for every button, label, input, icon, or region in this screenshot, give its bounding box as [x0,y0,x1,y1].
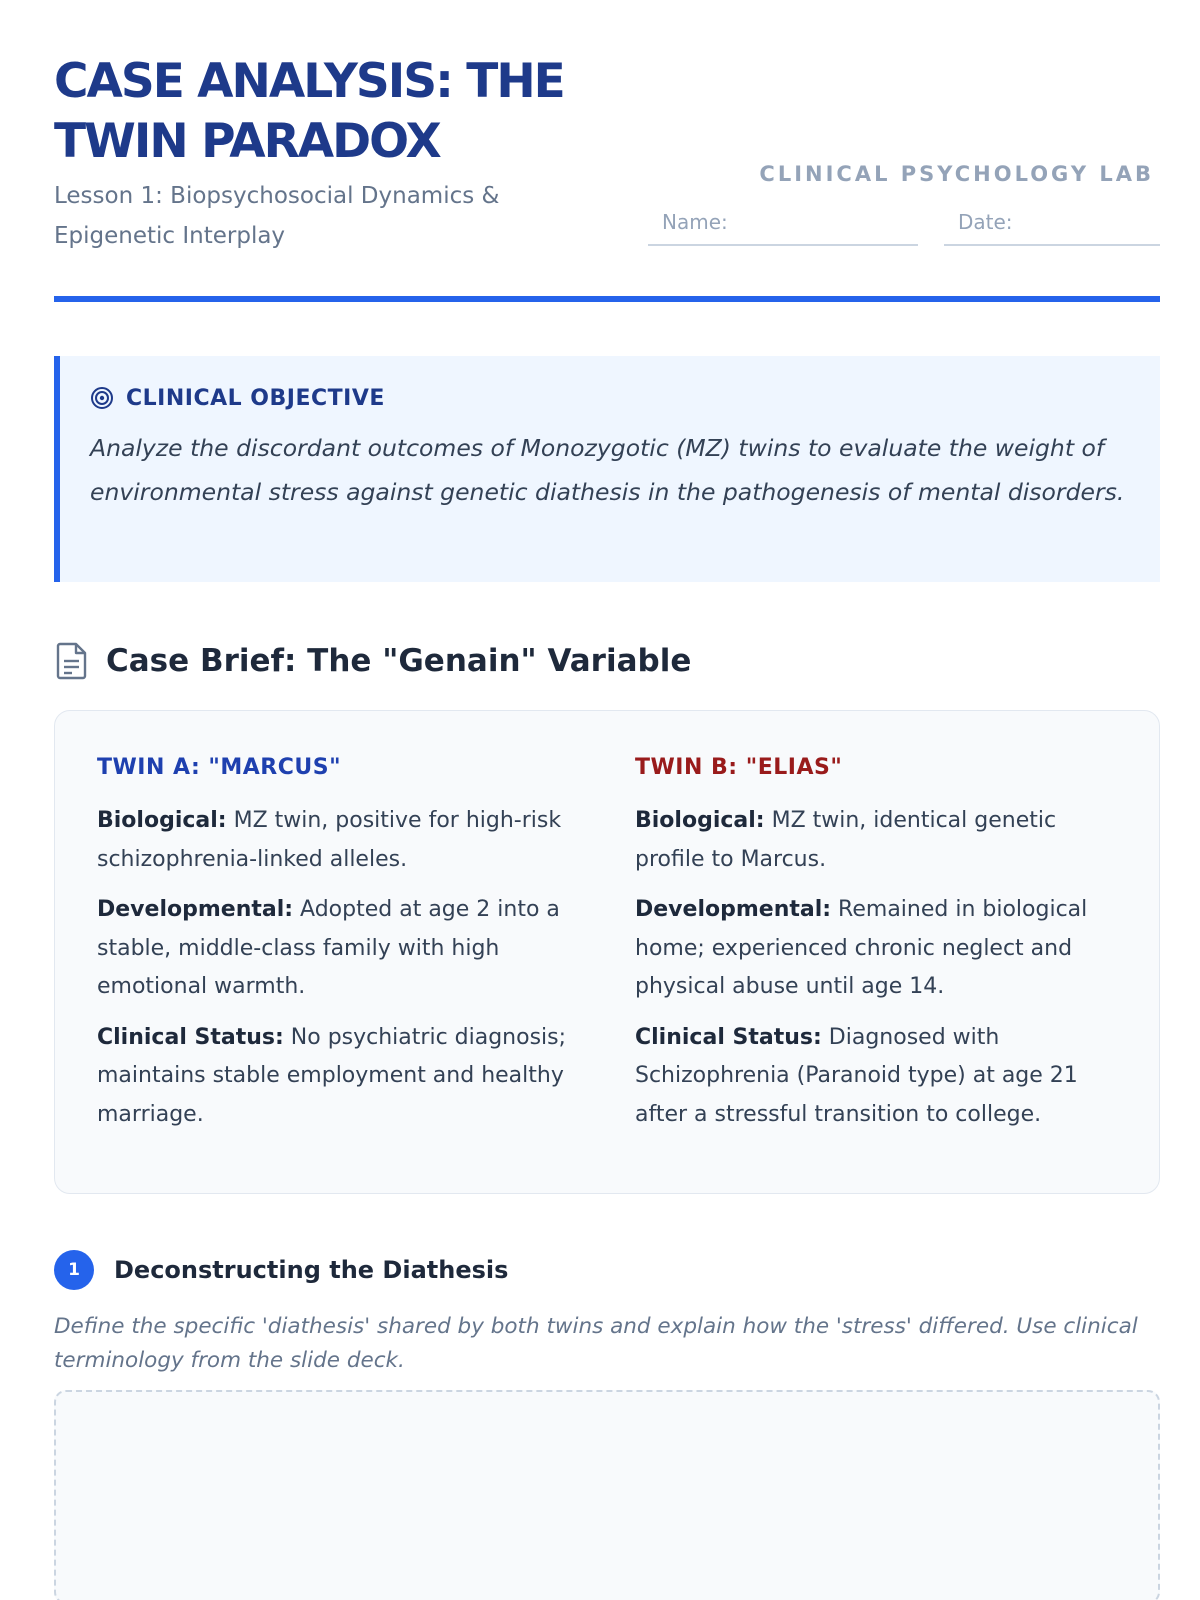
case-brief-heading-row [54,640,691,682]
document-icon [54,641,90,681]
question-1-answer-box[interactable] [54,1390,1160,1600]
twin-b-heading: TWIN B: "ELIAS" [635,755,843,780]
twin-b-developmental-label: Developmental: [635,897,832,922]
objective-heading-row [90,382,1126,414]
page-title: CASE ANALYSIS: THE TWIN PARADOX [54,54,564,169]
twin-b-biological-label: Biological: [635,808,765,833]
question-1-prompt: Define the specific 'diathesis' shared by both twins and explain how the 'stress' differed. Use clinical terminology from the slide deck. [54,1314,1138,1373]
twin-a-developmental [97,891,567,1007]
twin-b-biological-text: MZ twin, identical genetic profile to Marcus. [635,808,1057,872]
question-number-badge: 1 [54,1250,94,1290]
question-1-title: Deconstructing the Diathesis [114,1256,509,1284]
twin-b-developmental-text: Remained in biological home; experienced chronic neglect and physical abuse until age 14. [635,897,1088,999]
worksheet-header [54,52,1154,302]
date-label: Date: [958,210,1013,234]
twin-a-column [97,755,567,1146]
lesson-subtitle: Lesson 1: Biopsychosocial Dynamics & Epigenetic Interplay [54,183,500,249]
twin-b-clinical-label: Clinical Status: [635,1024,822,1050]
twin-b-biological [635,802,1105,879]
name-field[interactable] [648,202,918,246]
twin-a-biological-label: Biological: [97,808,227,833]
name-label: Name: [662,210,728,234]
twin-a-developmental-label: Developmental: [97,897,294,922]
objective-text: Analyze the discordant outcomes of Monozygotic (MZ) twins to evaluate the weight of environmental stress against genetic diathesis in the pathogenesis of mental disorders. [90,434,1125,506]
date-field[interactable] [944,202,1160,246]
twin-b-column [635,755,1105,1146]
case-brief-title: Case Brief: The "Genain" Variable [106,643,692,679]
target-icon [90,386,114,410]
objective-heading: CLINICAL OBJECTIVE [126,385,385,411]
twin-a-clinical-label: Clinical Status: [97,1024,284,1050]
twin-a-biological [97,802,567,879]
twin-a-heading: TWIN A: "MARCUS" [97,755,342,780]
lab-label: CLINICAL PSYCHOLOGY LAB [759,162,1154,186]
clinical-objective-callout [54,356,1160,582]
header-divider [54,296,1160,302]
twin-a-developmental-text: Adopted at age 2 into a stable, middle-class family with high emotional warmth. [97,897,560,999]
twin-b-clinical-text: Diagnosed with Schizophrenia (Paranoid type) at age 21 after a stressful transition to college. [635,1024,1078,1127]
twin-a-biological-text: MZ twin, positive for high-risk schizophrenia-linked alleles. [97,808,562,872]
twin-a-clinical-text: No psychiatric diagnosis; maintains stable employment and healthy marriage. [97,1024,567,1127]
question-1-heading-row [54,1250,508,1290]
case-brief-card [54,710,1160,1194]
twin-b-clinical [635,1019,1105,1135]
twin-b-developmental [635,891,1105,1007]
twin-a-clinical [97,1019,567,1135]
